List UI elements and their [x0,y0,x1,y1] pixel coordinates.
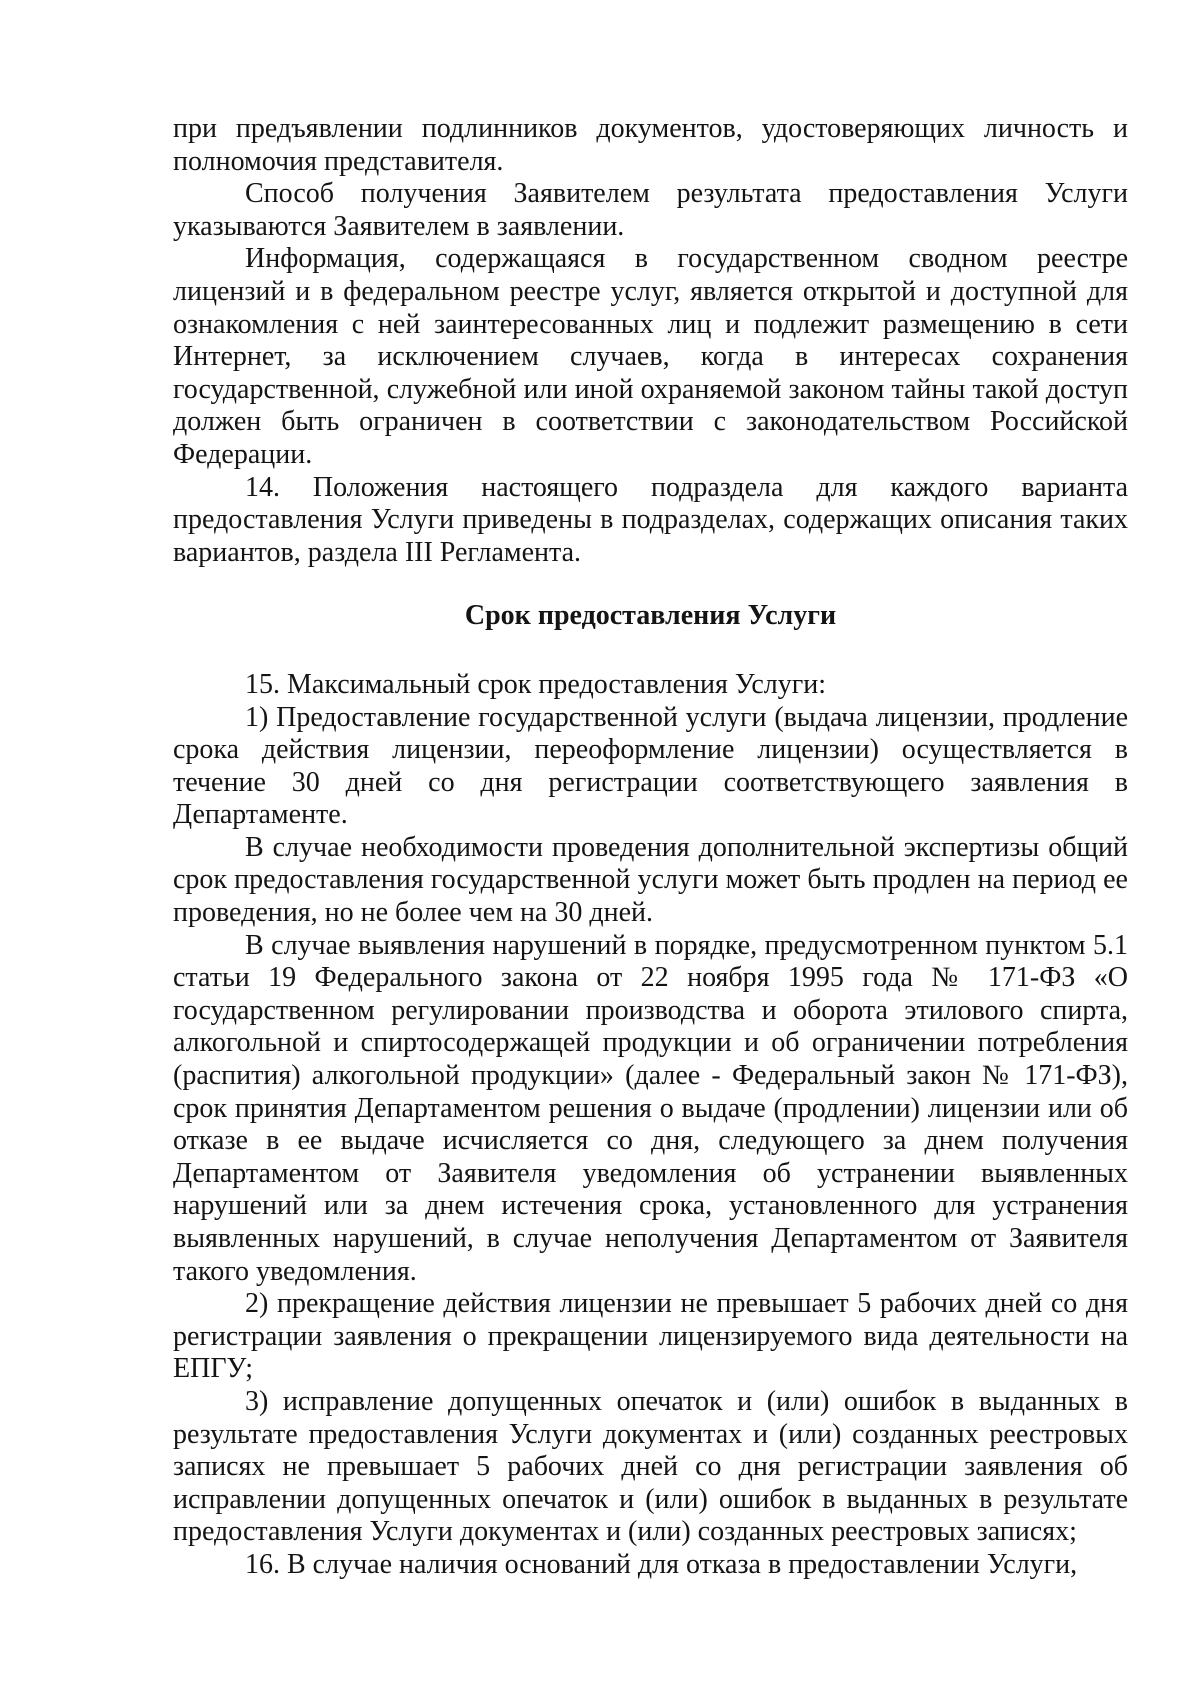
document-body [173,113,1128,1582]
paragraph-item-14: 14. Положения настоящего подраздела для каждого варианта предоставления Услуги приведены в подразделах, содержащих описания таких вариантов, раздела III Регламента. [173,471,1128,568]
paragraph-item-16: 16. В случае наличия оснований для отказа в предоставлении Услуги, [245,1548,1078,1580]
paragraph-item-15: 15. Максимальный срок предоставления Услуги: [245,668,827,700]
paragraph-violations-detected: В случае выявления нарушений в порядке, предусмотренном пунктом 5.1 статьи 19 Федерального закона от 22 ноября 1995 года № 171-ФЗ «О государственном регулировании производства и оборота этилового спирта, алкогольной и спиртосодержащей продукции и об ограничении потребления (распития) алкогольной продукции» (далее - Федеральный закон № 171-ФЗ), срок принятия Департаментом решения о выдаче (продлении) лицензии или об отказе в ее выдаче исчисляется со дня, следующего за днем получения Департаментом от Заявителя уведомления об устранении выявленных нарушений или за днем истечения срока, установленного для устранения выявленных нарушений, в случае неполучения Департаментом от Заявителя такого уведомления. [173,929,1128,1287]
paragraph-presentation-of-originals: при предъявлении подлинников документов, удостоверяющих личность и полномочия представителя. [173,113,1128,177]
paragraph-item-15-2: 2) прекращение действия лицензии не превышает 5 рабочих дней со дня регистрации заявления о прекращении лицензируемого вида деятельности на ЕПГУ; [173,1288,1128,1385]
paragraph-item-15-1: 1) Предоставление государственной услуги (выдача лицензии, продление срока действия лицензии, переоформление лицензии) осуществляется в течение 30 дней со дня регистрации соответствующего заявления в Департаменте. [173,701,1128,831]
paragraph-result-receipt-method: Способ получения Заявителем результата предоставления Услуги указываются Заявителем в заявлении. [173,178,1128,242]
section-heading: Срок предоставления Услуги [464,600,837,632]
paragraph-item-15-3: 3) исправление допущенных опечаток и (или) ошибок в выданных в результате предоставления Услуги документах и (или) созданных реестровых записях не превышает 5 рабочих дней со дня регистрации заявления об исправлении допущенных опечаток и (или) ошибок в выданных в результате предоставления Услуги документах и (или) созданных реестровых записях; [173,1385,1128,1548]
paragraph-registry-information: Информация, содержащаяся в государственном сводном реестре лицензий и в федеральном реестре услуг, является открытой и доступной для ознакомления с ней заинтересованных лиц и подлежит размещению в сети Интернет, за исключением случаев, когда в интересах сохранения государственной, служебной или иной охраняемой законом тайны такой доступ должен быть ограничен в соответствии с законодательством Российской Федерации. [173,243,1128,470]
paragraph-additional-expertise: В случае необходимости проведения дополнительной экспертизы общий срок предоставления государственной услуги может быть продлен на период ее проведения, но не более чем на 30 дней. [173,831,1128,929]
